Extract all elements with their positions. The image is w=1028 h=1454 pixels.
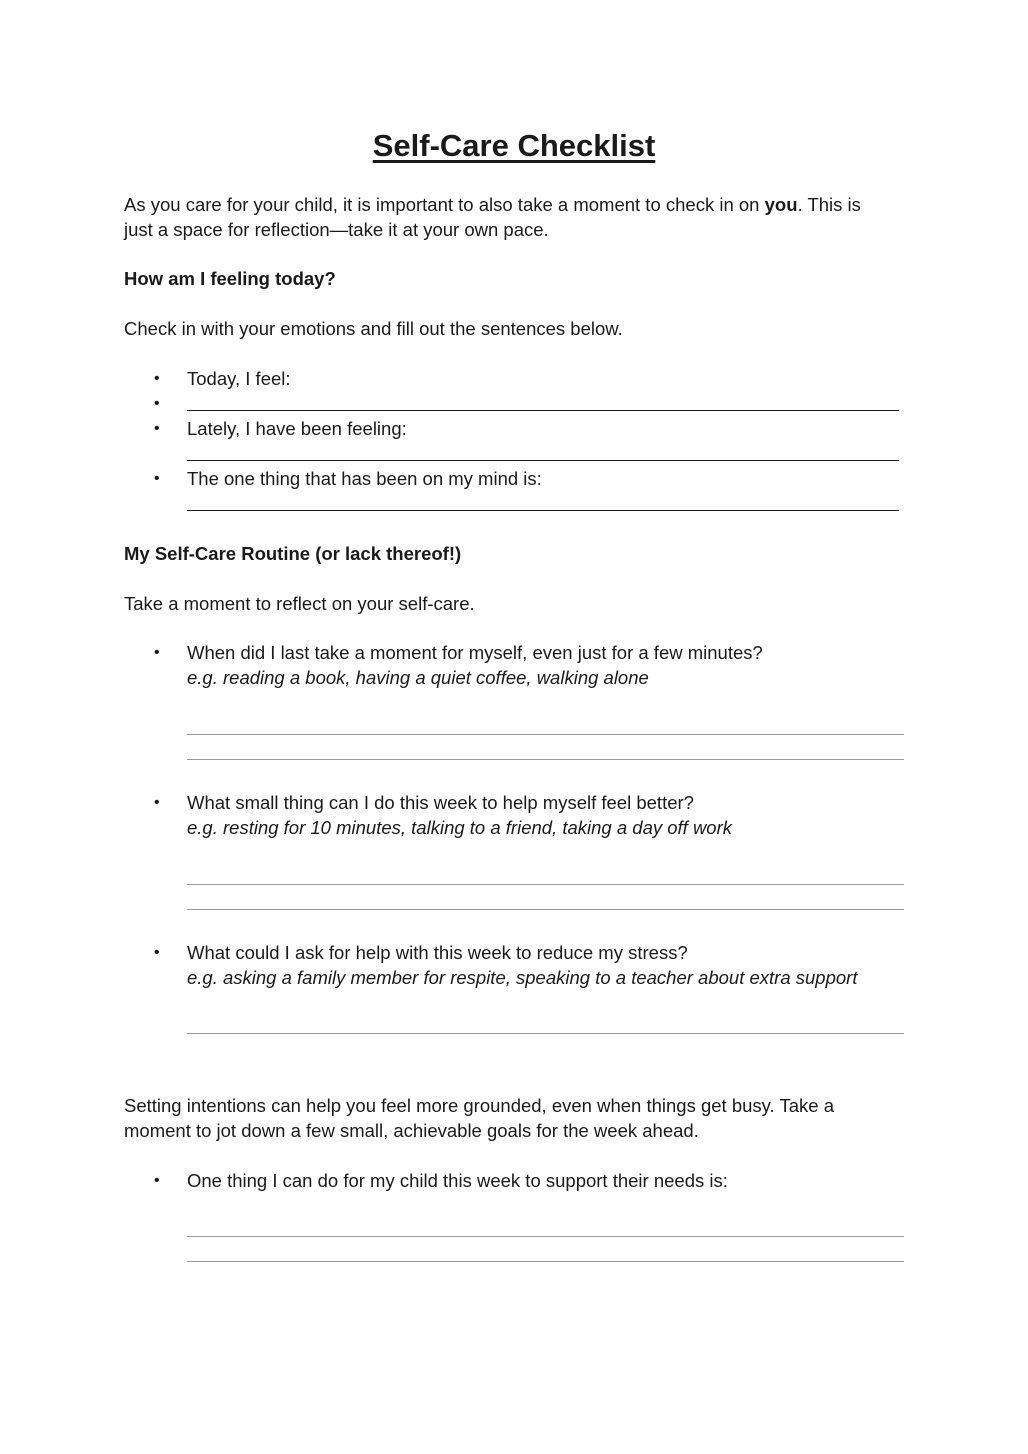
intentions-line-2: moment to jot down a few small, achievable goals for the week ahead. — [124, 1120, 699, 1141]
routine-question-2: What small thing can I do this week to help myself feel better? — [187, 792, 694, 813]
bullet-icon: • — [154, 644, 160, 661]
routine-example-2: e.g. resting for 10 minutes, talking to a friend, taking a day off work — [187, 817, 733, 838]
routine-instruction: Take a moment to reflect on your self-care. — [124, 593, 475, 614]
intro-line-2: just a space for reflection—take it at your own pace. — [124, 219, 549, 240]
intro-text-after: . This is — [797, 194, 861, 215]
intro-emphasis: you — [764, 194, 798, 215]
feeling-heading: How am I feeling today? — [124, 268, 336, 289]
bullet-icon: • — [154, 944, 160, 961]
intention-item-child: One thing I can do for my child this week to support their needs is: — [187, 1170, 728, 1191]
bullet-icon: • — [154, 794, 160, 811]
page-title: Self-Care Checklist — [372, 128, 656, 163]
feeling-item-mind: The one thing that has been on my mind is: — [187, 468, 542, 489]
bullet-icon: • — [154, 1172, 160, 1189]
bullet-icon: • — [154, 395, 160, 412]
feeling-item-today: Today, I feel: — [187, 368, 291, 389]
intro-line-1 — [124, 192, 914, 217]
answer-line-mind[interactable] — [187, 510, 899, 511]
answer-line-q2-b[interactable] — [187, 909, 904, 910]
routine-question-1: When did I last take a moment for myself, even just for a few minutes? — [187, 642, 763, 663]
answer-line-intention-b[interactable] — [187, 1261, 904, 1262]
bullet-icon: • — [154, 420, 160, 437]
bullet-icon: • — [154, 370, 160, 387]
routine-example-1: e.g. reading a book, having a quiet coffee, walking alone — [187, 667, 649, 688]
answer-line-q3-a[interactable] — [187, 1033, 904, 1034]
feeling-item-lately: Lately, I have been feeling: — [187, 418, 407, 439]
answer-line-q1-a[interactable] — [187, 734, 904, 735]
answer-line-today[interactable] — [187, 410, 899, 411]
routine-question-3: What could I ask for help with this week to reduce my stress? — [187, 942, 688, 963]
answer-line-q2-a[interactable] — [187, 884, 904, 885]
intentions-line-1: Setting intentions can help you feel more grounded, even when things get busy. Take a — [124, 1095, 834, 1116]
bullet-icon: • — [154, 470, 160, 487]
routine-example-3: e.g. asking a family member for respite, speaking to a teacher about extra support — [187, 967, 858, 988]
feeling-instruction: Check in with your emotions and fill out the sentences below. — [124, 318, 623, 339]
answer-line-q1-b[interactable] — [187, 759, 904, 760]
intro-text: As you care for your child, it is important to also take a moment to check in on — [124, 194, 765, 215]
answer-line-lately[interactable] — [187, 460, 899, 461]
routine-heading: My Self-Care Routine (or lack thereof!) — [124, 543, 462, 564]
answer-line-intention-a[interactable] — [187, 1236, 904, 1237]
